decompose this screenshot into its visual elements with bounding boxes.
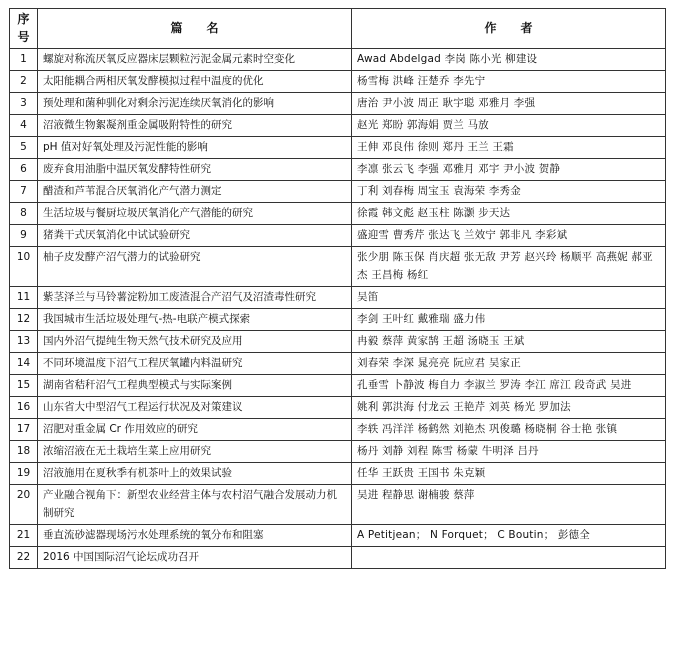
table-row	[10, 137, 666, 159]
row-title: 柚子皮发酵产沼气潜力的试验研究	[38, 247, 352, 287]
row-title: 浓缩沼液在无土栽培生菜上应用研究	[38, 441, 352, 463]
row-number: 16	[10, 397, 38, 419]
row-number: 3	[10, 93, 38, 115]
table-row	[10, 181, 666, 203]
row-number: 19	[10, 463, 38, 485]
row-authors: A Petitjean； N Forquet； C Boutin； 彭德全	[352, 525, 666, 547]
row-authors: 孔垂雪 卜静波 梅自力 李淑兰 罗涛 李江 席江 段奇武 吴进	[352, 375, 666, 397]
table-row	[10, 419, 666, 441]
row-title: 不同环境温度下沼气工程厌氧罐内料温研究	[38, 353, 352, 375]
row-title: 猪粪干式厌氧消化中试试验研究	[38, 225, 352, 247]
row-number: 12	[10, 309, 38, 331]
row-authors: 姚利 郭洪海 付龙云 王艳芹 刘英 杨光 罗加法	[352, 397, 666, 419]
row-authors: 任华 王跃贵 王国书 朱克颖	[352, 463, 666, 485]
row-number: 2	[10, 71, 38, 93]
contents-body	[10, 49, 666, 569]
row-number: 7	[10, 181, 38, 203]
row-title: 生活垃圾与餐厨垃圾厌氧消化产气潜能的研究	[38, 203, 352, 225]
header-title: 篇 名	[38, 9, 352, 49]
table-row	[10, 353, 666, 375]
row-title: 山东省大中型沼气工程运行状况及对策建议	[38, 397, 352, 419]
row-authors: 吴进 程静思 谢楠骏 蔡萍	[352, 485, 666, 525]
row-title: 我国城市生活垃圾处理气-热-电联产模式探索	[38, 309, 352, 331]
table-row	[10, 547, 666, 569]
row-number: 9	[10, 225, 38, 247]
row-authors: 丁利 刘春梅 周宝玉 袁海荣 李秀金	[352, 181, 666, 203]
row-authors: Awad Abdelgad 李岗 陈小光 柳建设	[352, 49, 666, 71]
table-row	[10, 441, 666, 463]
row-number: 13	[10, 331, 38, 353]
contents-table	[9, 8, 666, 569]
row-authors: 李凛 张云飞 李强 邓雅月 邓宇 尹小波 贺静	[352, 159, 666, 181]
table-row	[10, 159, 666, 181]
row-authors	[352, 547, 666, 569]
row-number: 21	[10, 525, 38, 547]
row-title: 醋渣和芦苇混合厌氧消化产气潜力测定	[38, 181, 352, 203]
row-number: 22	[10, 547, 38, 569]
row-title: pH 值对好氧处理及污泥性能的影响	[38, 137, 352, 159]
row-number: 15	[10, 375, 38, 397]
row-title: 湖南省秸秆沼气工程典型模式与实际案例	[38, 375, 352, 397]
row-number: 10	[10, 247, 38, 287]
row-title: 太阳能耦合两相厌氧发酵模拟过程中温度的优化	[38, 71, 352, 93]
row-title: 螺旋对称流厌氧反应器床层颗粒污泥金属元素时空变化	[38, 49, 352, 71]
row-title: 2016 中国国际沼气论坛成功召开	[38, 547, 352, 569]
row-authors: 张少朋 陈玉保 肖庆超 张无敌 尹芳 赵兴玲 杨顺平 高燕妮 郝亚杰 王昌梅 杨红	[352, 247, 666, 287]
table-row	[10, 485, 666, 525]
table-row	[10, 93, 666, 115]
table-row	[10, 309, 666, 331]
row-authors: 赵光 郑盼 郭海娟 贾兰 马放	[352, 115, 666, 137]
row-title: 紫茎泽兰与马铃薯淀粉加工废渣混合产沼气及沼渣毒性研究	[38, 287, 352, 309]
row-number: 6	[10, 159, 38, 181]
row-authors: 盛迎雪 曹秀芹 张达飞 兰效宁 郭非凡 李彩斌	[352, 225, 666, 247]
header-row	[10, 9, 666, 49]
row-authors: 冉毅 蔡萍 黄家鹄 王超 汤晓玉 王斌	[352, 331, 666, 353]
row-authors: 唐治 尹小波 周正 耿宇聪 邓雅月 李强	[352, 93, 666, 115]
table-row	[10, 71, 666, 93]
table-row	[10, 287, 666, 309]
table-row	[10, 525, 666, 547]
table-row	[10, 247, 666, 287]
row-number: 4	[10, 115, 38, 137]
row-number: 11	[10, 287, 38, 309]
row-title: 产业融合视角下：新型农业经营主体与农村沼气融合发展动力机制研究	[38, 485, 352, 525]
row-title: 国内外沼气提纯生物天然气技术研究及应用	[38, 331, 352, 353]
table-row	[10, 331, 666, 353]
row-number: 8	[10, 203, 38, 225]
row-authors: 李剑 王叶红 戴雅瑞 盛力伟	[352, 309, 666, 331]
row-title: 垂直流砂滤器现场污水处理系统的氧分布和阻塞	[38, 525, 352, 547]
header-no: 序号	[10, 9, 38, 49]
row-title: 预处理和菌种驯化对剩余污泥连续厌氧消化的影响	[38, 93, 352, 115]
table-row	[10, 49, 666, 71]
table-row	[10, 225, 666, 247]
row-authors: 刘春荣 李深 晁亮亮 阮应君 吴家正	[352, 353, 666, 375]
row-number: 1	[10, 49, 38, 71]
header-author: 作 者	[352, 9, 666, 49]
row-number: 18	[10, 441, 38, 463]
row-title: 沼液施用在夏秋季有机茶叶上的效果试验	[38, 463, 352, 485]
table-row	[10, 375, 666, 397]
row-authors: 杨雪梅 洪峰 汪楚乔 李先宁	[352, 71, 666, 93]
row-number: 5	[10, 137, 38, 159]
row-authors: 王伸 邓良伟 徐则 郑丹 王兰 王霜	[352, 137, 666, 159]
table-row	[10, 463, 666, 485]
table-row	[10, 115, 666, 137]
table-row	[10, 397, 666, 419]
row-title: 废弃食用油脂中温厌氧发酵特性研究	[38, 159, 352, 181]
row-authors: 徐霞 韩文彪 赵玉柱 陈灏 步天达	[352, 203, 666, 225]
row-number: 14	[10, 353, 38, 375]
row-number: 20	[10, 485, 38, 525]
row-title: 沼液微生物絮凝剂重金属吸附特性的研究	[38, 115, 352, 137]
table-row	[10, 203, 666, 225]
row-number: 17	[10, 419, 38, 441]
row-authors: 杨丹 刘静 刘程 陈雪 杨蒙 牛明泽 吕丹	[352, 441, 666, 463]
row-title: 沼肥对重金属 Cr 作用效应的研究	[38, 419, 352, 441]
row-authors: 李轶 冯洋洋 杨鹤然 刘艳杰 巩俊璐 杨晓桐 谷士艳 张镇	[352, 419, 666, 441]
row-authors: 吴笛	[352, 287, 666, 309]
